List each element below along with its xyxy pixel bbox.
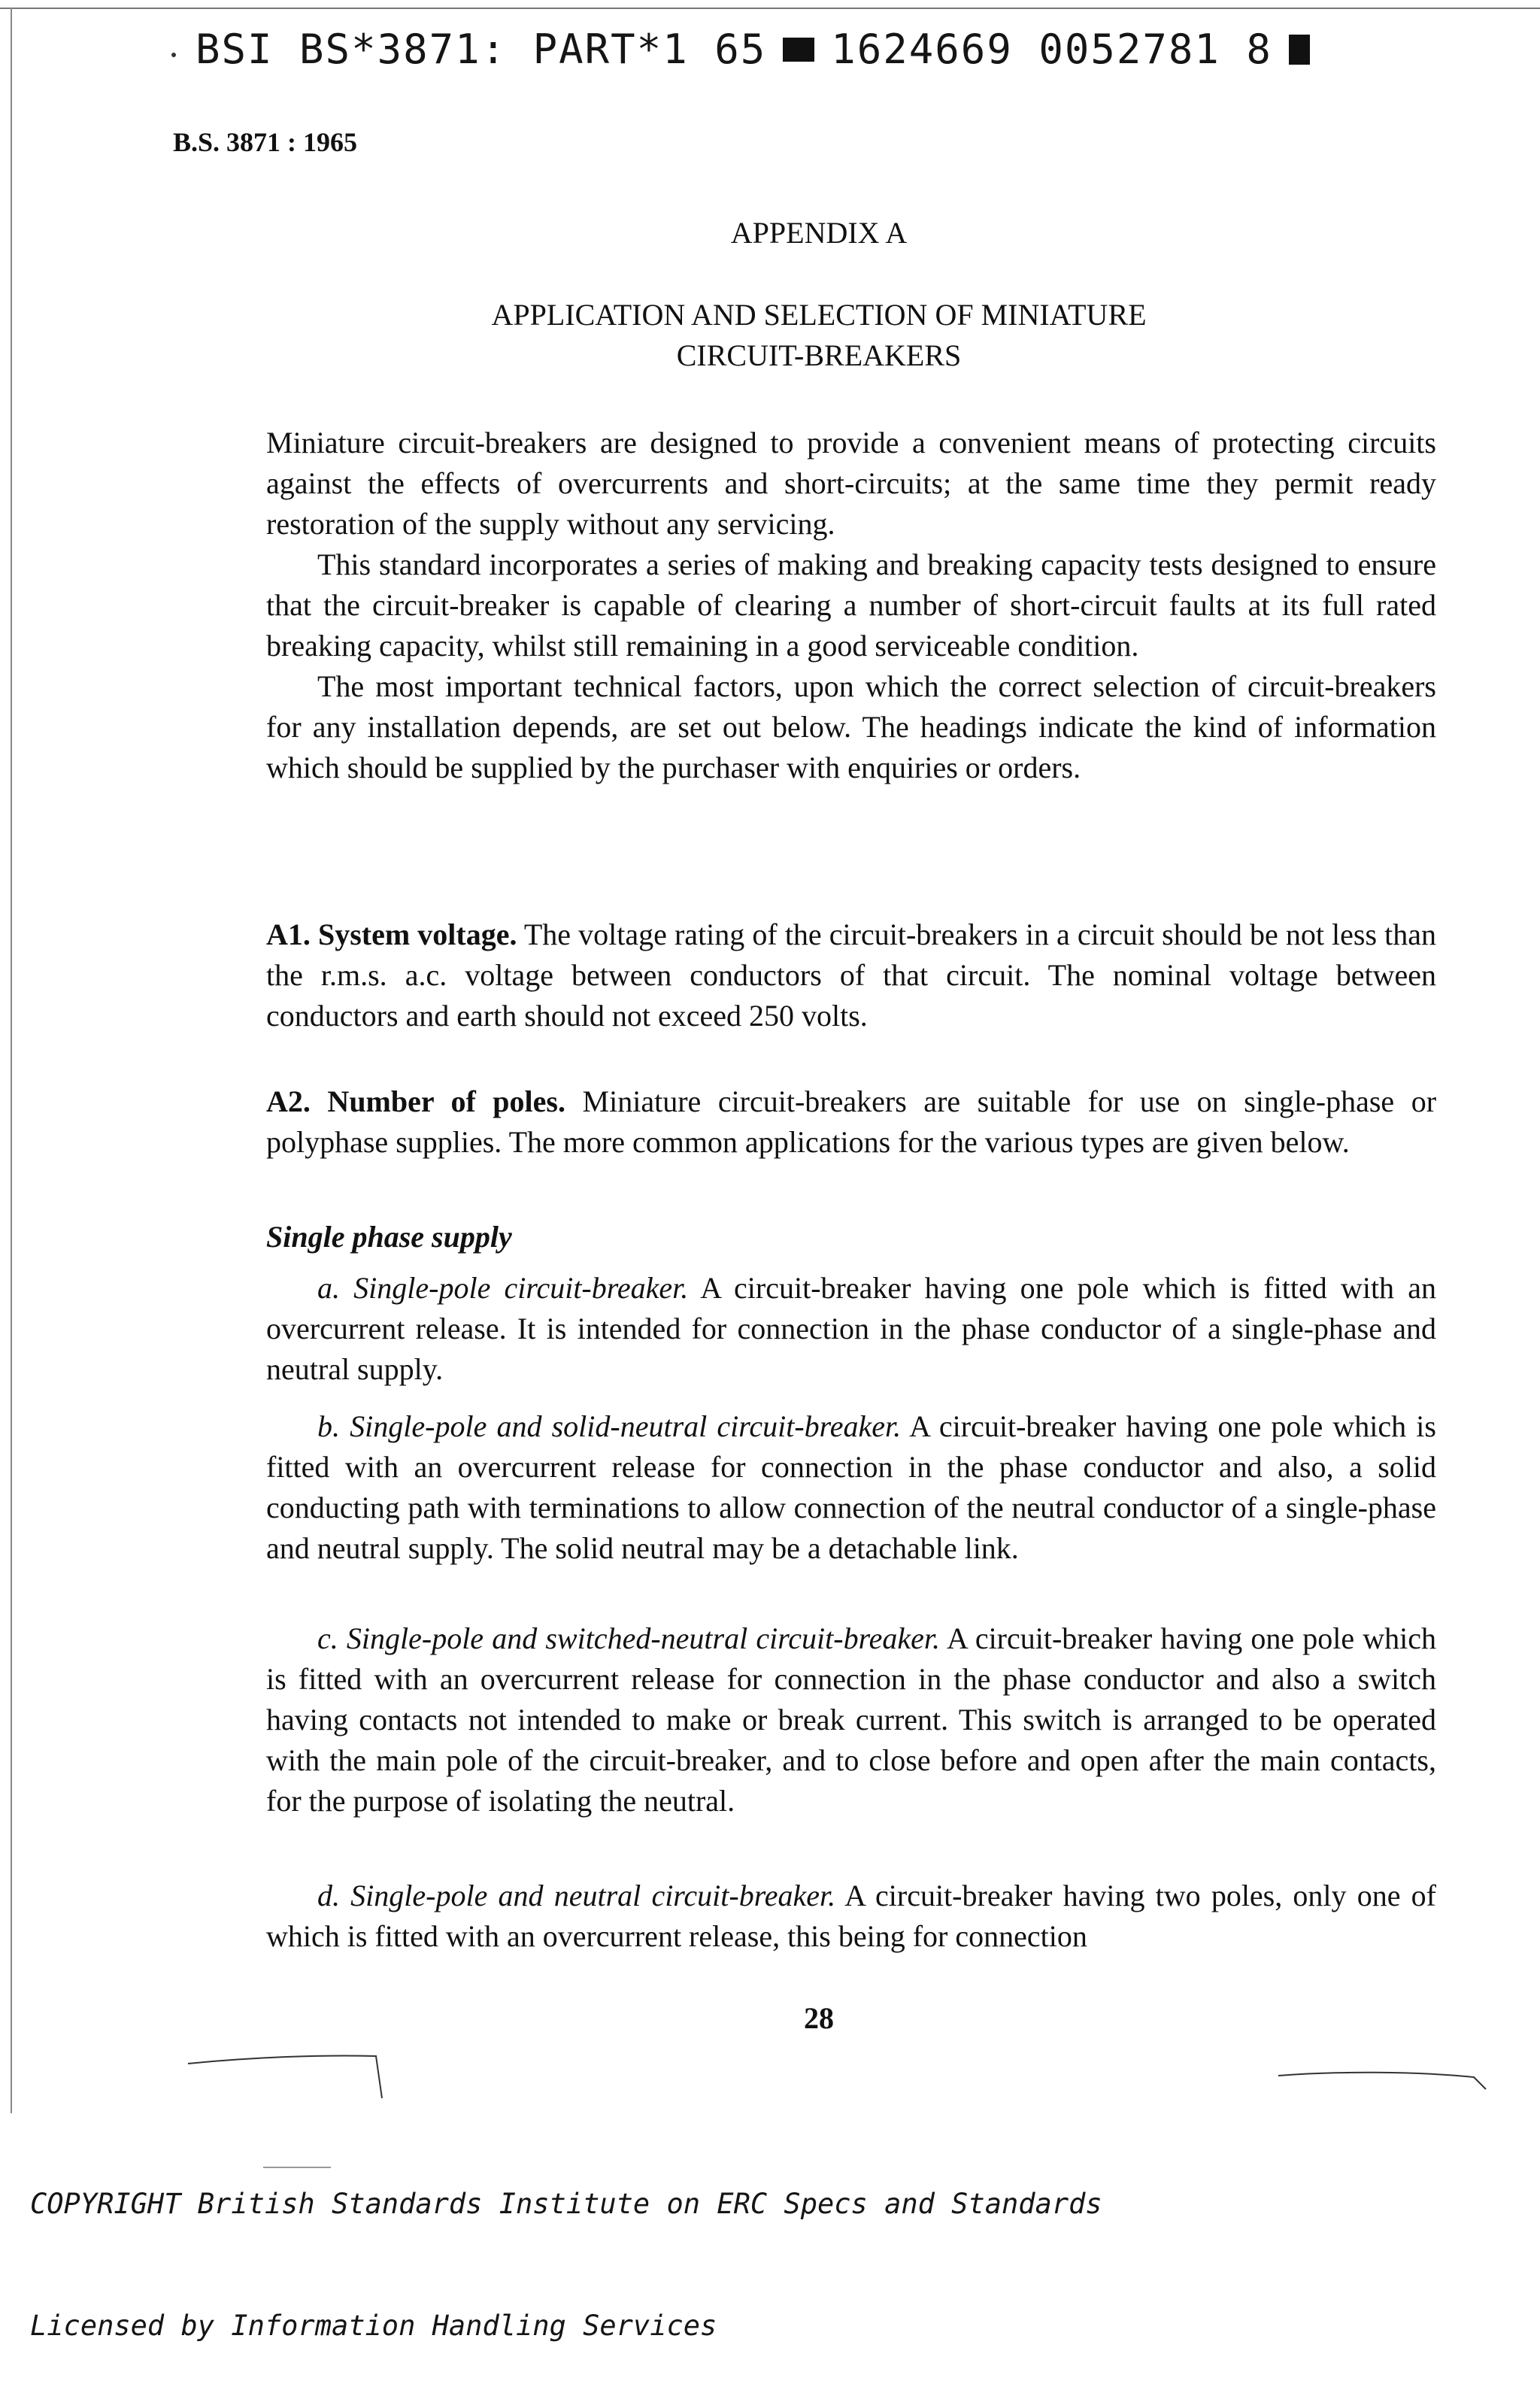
header-dot [171,53,176,57]
section-a1-paragraph [266,914,1436,1036]
section-a2-heading: A2. Number of poles. [266,1084,565,1118]
item-c-text: A circuit-breaker having one pole which is fitted with an overcurrent release for connection in the phase conductor and also a switch having contacts not intended to make or break current. This switch is arranged to be operated with the main pole of the circuit-breaker, and to close before and open after the main contacts, for the purpose of isolating the neutral. [266,1621,1437,1818]
item-a-text: A circuit-breaker having one pole which is fitted with an overcurrent release. It is intended for connection in the phase conductor of a single-phase and neutral supply. [266,1271,1436,1386]
item-b-label: b. Single-pole and solid-neutral circuit-breaker. [317,1409,902,1443]
item-b [266,1406,1436,1569]
page-title-line-2: CIRCUIT-BREAKERS [676,338,962,372]
item-d-text: A circuit-breaker having two poles, only one of which is fitted with an overcurrent release, this being for connection [266,1879,1436,1953]
section-a1 [266,914,1436,1036]
single-phase-heading: Single phase supply [266,1220,512,1254]
item-b-text: A circuit-breaker having one pole which is fitted with an overcurrent release for connection in the phase conductor and also, a solid conducting path with terminations to allow connection of the neutral conductor of a single-phase and neutral supply. The solid neutral may be a detachable link. [266,1409,1436,1565]
copyright-line: COPYRIGHT British Standards Institute on ERC Specs and Standards [30,2188,1102,2220]
item-c [266,1618,1436,1821]
item-a-label: a. Single-pole circuit-breaker. [317,1271,689,1305]
license-line: Licensed by Information Handling Services [30,2310,717,2342]
section-a2-paragraph [266,1081,1436,1163]
item-d-label: d. Single-pole and neutral circuit-breaker. [317,1879,836,1912]
section-a2 [266,1081,1436,1163]
item-a-paragraph [266,1268,1436,1390]
scan-mark-right [1278,2073,1486,2089]
item-d [266,1876,1436,1957]
intro-paragraph-2: This standard incorporates a series of making and breaking capacity tests designed to ensure that the circuit-breaker is capable of clearing a number of short-circuit faults at its full rated breaking capacity, whilst still remaining in a good serviceable condition. [266,547,1436,663]
intro-paragraph-3: The most important technical factors, upon which the correct selection of circuit-breakers for any installation depends, are set out below. The headings indicate the kind of information which should be supplied by the purchaser with enquiries or orders. [266,669,1436,784]
item-b-paragraph [266,1406,1436,1569]
scan-mark-left [188,2055,382,2098]
header-bar-mark-end [1289,35,1310,65]
single-phase-heading-block [266,1217,1436,1257]
item-a [266,1268,1436,1390]
item-c-paragraph [266,1618,1436,1821]
item-d-paragraph [266,1876,1436,1957]
header-code-left: BSI BS*3871: PART*1 65 [196,26,767,73]
intro-section [266,423,1436,788]
section-a1-text: The voltage rating of the circuit-breakers in a circuit should be not less than the r.m.s. a.c. voltage between conductors of that circuit. The nominal voltage between conductors and earth should not exceed 250 volts. [266,917,1436,1033]
section-a1-heading: A1. System voltage. [266,917,517,951]
standard-reference: B.S. 3871 : 1965 [173,127,358,157]
section-a2-text: Miniature circuit-breakers are suitable for use on single-phase or polyphase supplies. The more common applications for the various types are given below. [266,1084,1437,1159]
intro-paragraph-1: Miniature circuit-breakers are designed to provide a convenient means of protecting circuits against the effects of overcurrents and short-circuits; at the same time they permit ready restoration of the supply without any servicing. [266,426,1436,541]
item-c-label: c. Single-pole and switched-neutral circuit-breaker. [317,1621,941,1655]
page-number: 28 [804,2001,834,2035]
header-code-right: 1624669 0052781 8 [831,26,1272,73]
header-bar-mark [783,38,814,62]
appendix-label: APPENDIX A [730,216,908,250]
page-title [0,295,1540,376]
page-title-line-1: APPLICATION AND SELECTION OF MINIATURE [491,298,1147,332]
document-header-code [196,26,1310,73]
top-border-line [0,8,1540,9]
copyright-footer [30,2103,1102,2387]
